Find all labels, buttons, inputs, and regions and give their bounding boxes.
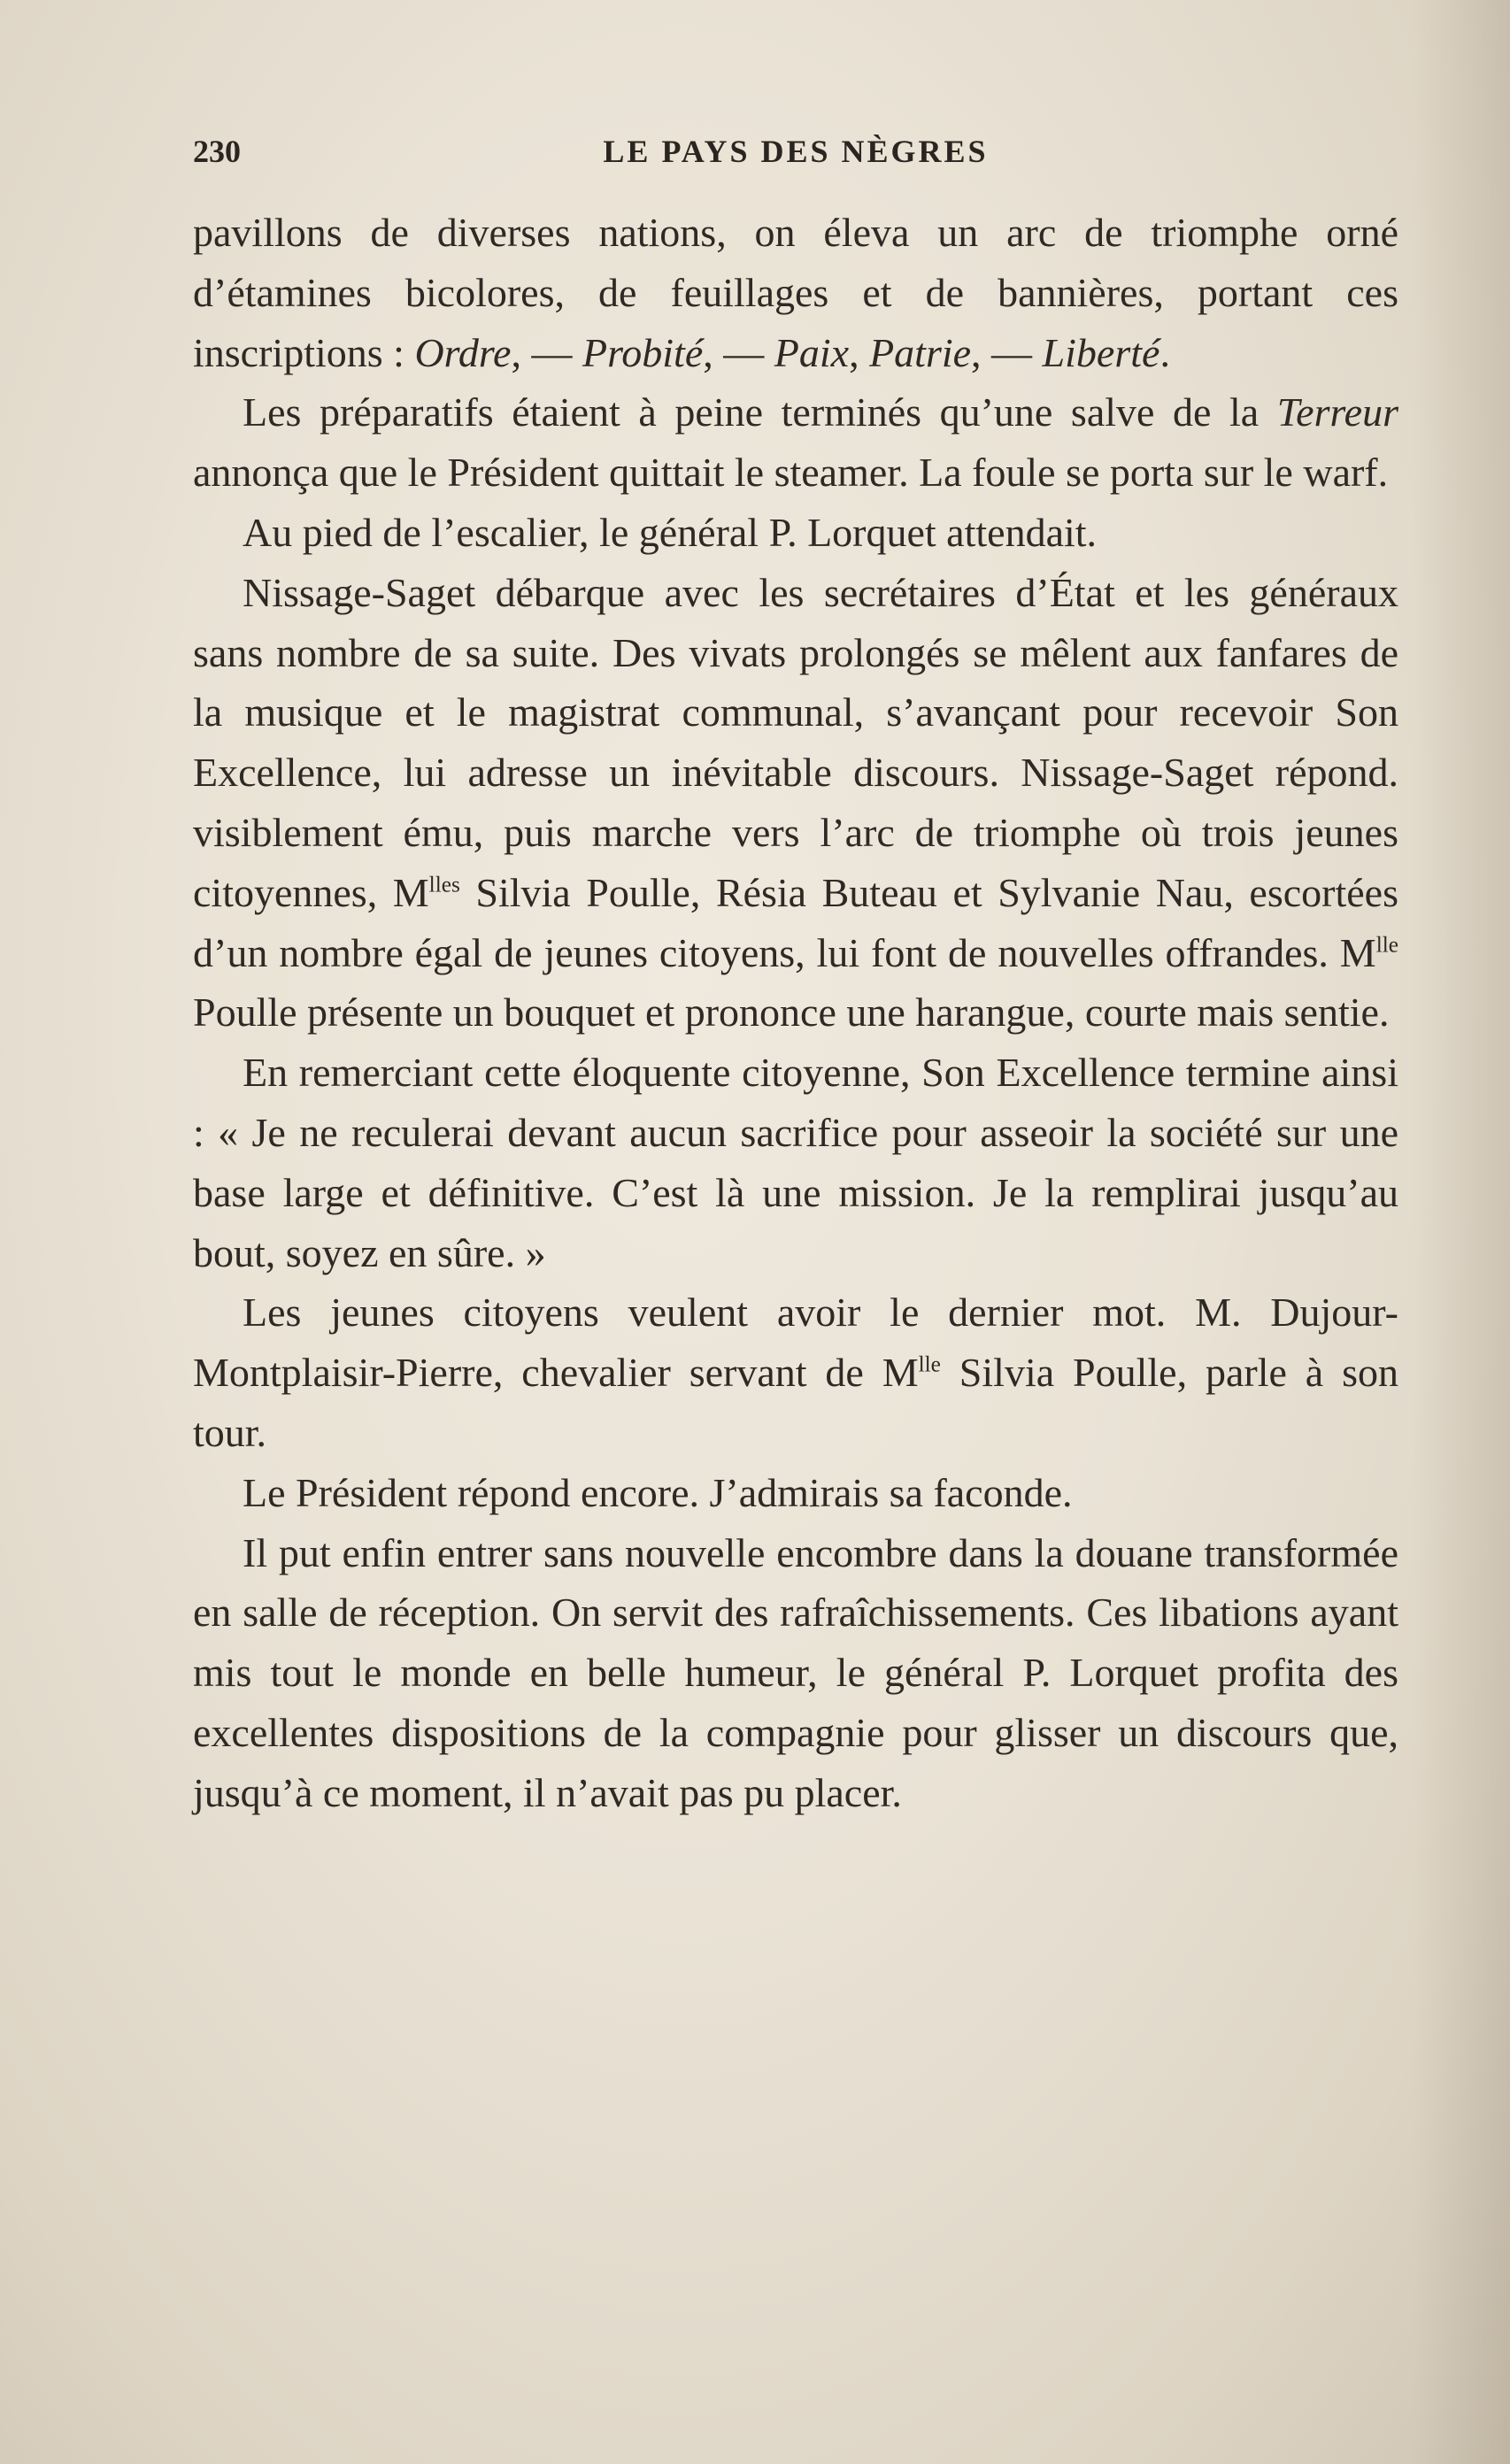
text-run: En remerciant cette éloquente citoyenne, Son Excellence termine ainsi : « Je ne reculerai devant aucun sacrifice pour asseoir la société sur une base large et définitive. C’est là une mission. Je la remplirai jusqu’au bout, soyez en sûre. » [193,1050,1398,1275]
paragraph [193,1043,1398,1282]
text-run: , — [971,329,1043,375]
text-run: pavillons de diverses nations, on éleva un arc de triomphe orné d’étamines bicolores, de feuillages et de bannières, portant ces inscriptions : [193,210,1398,375]
text-run: . [1159,329,1170,375]
italic-term: Ordre [414,329,512,375]
italic-term: Paix [774,329,850,375]
paragraph [193,203,1398,382]
superscript: lle [1375,932,1398,958]
text-run: Les jeunes citoyens veulent avoir le dernier mot. M. Dujour-Montplaisir-Pierre, chevalier servant de M [193,1290,1398,1396]
italic-term: Probité [582,329,704,375]
running-head: LE PAYS DES NÈGRES [603,134,989,169]
italic-term: Terreur [1276,389,1398,435]
paragraph [193,563,1398,1043]
text-run: Poulle présente un bouquet et prononce une harangue, courte mais sentie. [193,989,1390,1036]
text-run: Silvia Poulle, Résia Buteau et Sylvanie Nau, escortées d’un nombre égal de jeunes citoyens, lui font de nouvelles offrandes. M [193,869,1398,975]
text-run: Nissage-Saget débarque avec les secrétaires d’État et les généraux sans nombre de sa suite. Des vivats prolongés se mêlent aux fanfares de la musique et le magistrat communal, s’avançant pour recevoir Son Excellence, lui adresse un inévitable discours. Nissage-Saget répond. visiblement ému, puis marche vers l’arc de triomphe où trois jeunes citoyennes, M [193,569,1398,915]
paragraph [193,503,1398,563]
paragraph [193,1523,1398,1823]
italic-term: Liberté [1042,329,1160,375]
text-run: Le Président répond encore. J’admirais sa faconde. [243,1469,1073,1515]
paragraph [193,382,1398,503]
paragraph [193,1463,1398,1523]
page-number: 230 [193,134,241,169]
superscript: lles [428,872,460,897]
body-text [193,203,1398,1823]
text-run: Les préparatifs étaient à peine terminés qu’une salve de la [243,389,1277,435]
text-run: Silvia Poulle, parle à son tour. [193,1350,1398,1455]
superscript: lle [918,1351,941,1377]
text-run: , [849,329,870,375]
paragraph [193,1282,1398,1462]
text-run: annonça que le Président quittait le steamer. La foule se porta sur le warf. [193,450,1389,496]
text-run: Il put enfin entrer sans nouvelle encombre dans la douane transformée en salle de réception. On servit des rafraîchissements. Ces libations ayant mis tout le monde en belle humeur, le général P. Lorquet profita des excellentes dispositions de la compagnie pour glisser un discours que, jusqu’à ce moment, il n’avait pas pu placer. [193,1529,1398,1815]
text-run: , — [703,329,774,375]
text-run: Au pied de l’escalier, le général P. Lorquet attendait. [243,509,1098,555]
italic-term: Patrie [869,329,972,375]
text-run: , — [511,329,582,375]
page-header [193,133,1398,186]
